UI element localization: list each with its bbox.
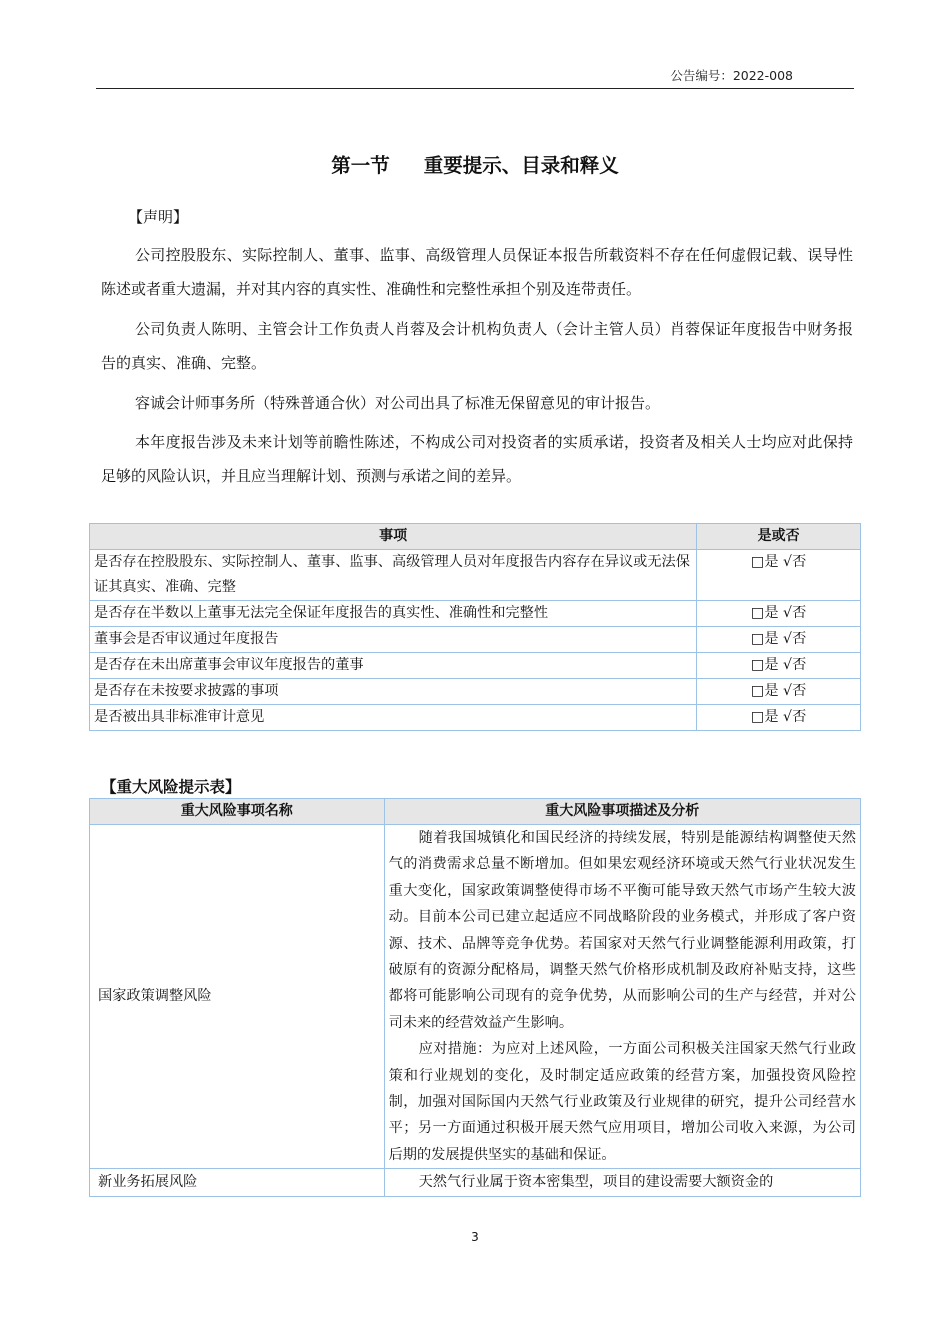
column-header: 事项 — [90, 524, 697, 550]
table-row — [90, 653, 861, 679]
declaration-paragraph: 容诚会计师事务所（特殊普通合伙）对公司出具了标准无保留意见的审计报告。 — [135, 394, 661, 412]
confirmation-table — [89, 523, 861, 731]
item-cell: 是否被出具非标准审计意见 — [90, 705, 697, 731]
table-row — [90, 679, 861, 705]
answer-cell: □是 √否 — [697, 601, 861, 627]
item-cell: 是否存在未出席董事会审议年度报告的董事 — [90, 653, 697, 679]
table-row — [90, 705, 861, 731]
item-cell: 是否存在未按要求披露的事项 — [90, 679, 697, 705]
page-number: 3 — [471, 1230, 479, 1244]
risk-name: 国家政策调整风险 — [90, 825, 385, 1169]
risk-description-paragraph: 随着我国城镇化和国民经济的持续发展，特别是能源结构调整使天然气的消费需求总量不断增加。但如果宏观经济环境或天然气行业状况发生重大变化，国家政策调整使得市场不平衡可能导致天然气市场产生较大波动。目前本公司已建立起适应不同战略阶段的业务模式，并形成了客户资源、技术、品牌等竞争优势。若国家对天然气行业调整能源利用政策，打破原有的资源分配格局，调整天然气价格形成机制及政府补贴支持，这些都将可能影响公司现有的竞争优势，从而影响公司的生产与经营，并对公司未来的经营效益产生影响。 — [388, 830, 856, 1031]
risk-table — [89, 798, 861, 1197]
section-title — [0, 150, 950, 178]
table-row — [90, 825, 861, 1169]
risk-section-label: 【重大风险提示表】 — [101, 778, 241, 796]
answer-cell: □是 √否 — [697, 679, 861, 705]
column-header: 是或否 — [697, 524, 861, 550]
table-row — [90, 1169, 861, 1196]
table-header-row — [90, 524, 861, 550]
column-header: 重大风险事项名称 — [90, 799, 385, 825]
table-row — [90, 550, 861, 601]
answer-cell: □是 √否 — [697, 705, 861, 731]
risk-name: 新业务拓展风险 — [90, 1169, 385, 1196]
announcement-number: 公告编号：2022-008 — [670, 68, 793, 83]
column-header: 重大风险事项描述及分析 — [384, 799, 860, 825]
declaration-paragraph: 本年度报告涉及未来计划等前瞻性陈述，不构成公司对投资者的实质承诺，投资者及相关人士均应对此保持足够的风险认识，并且应当理解计划、预测与承诺之间的差异。 — [101, 433, 853, 485]
declaration-paragraph: 公司控股股东、实际控制人、董事、监事、高级管理人员保证本报告所载资料不存在任何虚假记载、误导性陈述或者重大遗漏，并对其内容的真实性、准确性和完整性承担个别及连带责任。 — [101, 246, 853, 298]
answer-cell: □是 √否 — [697, 653, 861, 679]
risk-description — [384, 825, 860, 1169]
item-cell: 董事会是否审议通过年度报告 — [90, 627, 697, 653]
declaration-label: 【声明】 — [128, 208, 189, 226]
table-row — [90, 627, 861, 653]
answer-cell: □是 √否 — [697, 550, 861, 601]
item-cell: 是否存在半数以上董事无法完全保证年度报告的真实性、准确性和完整性 — [90, 601, 697, 627]
declaration-paragraph: 公司负责人陈明、主管会计工作负责人肖蓉及会计机构负责人（会计主管人员）肖蓉保证年度报告中财务报告的真实、准确、完整。 — [101, 320, 853, 372]
table-row — [90, 601, 861, 627]
header-rule — [96, 88, 854, 89]
section-part: 第一节 — [331, 154, 390, 177]
table-header-row — [90, 799, 861, 825]
answer-cell: □是 √否 — [697, 627, 861, 653]
section-name: 重要提示、目录和释义 — [423, 154, 619, 177]
risk-description-paragraph: 应对措施：为应对上述风险，一方面公司积极关注国家天然气行业政策和行业规划的变化，及时制定适应政策的经营方案，加强投资风险控制，加强对国际国内天然气行业政策及行业规律的研究，提升公司经营水平；另一方面通过积极开展天然气应用项目，增加公司收入来源，为公司后期的发展提供坚实的基础和保证。 — [388, 1041, 856, 1163]
risk-description-paragraph: 天然气行业属于资本密集型，项目的建设需要大额资金的 — [418, 1174, 774, 1191]
item-cell: 是否存在控股股东、实际控制人、董事、监事、高级管理人员对年度报告内容存在异议或无法保证其真实、准确、完整 — [90, 550, 697, 601]
risk-description — [384, 1169, 860, 1196]
